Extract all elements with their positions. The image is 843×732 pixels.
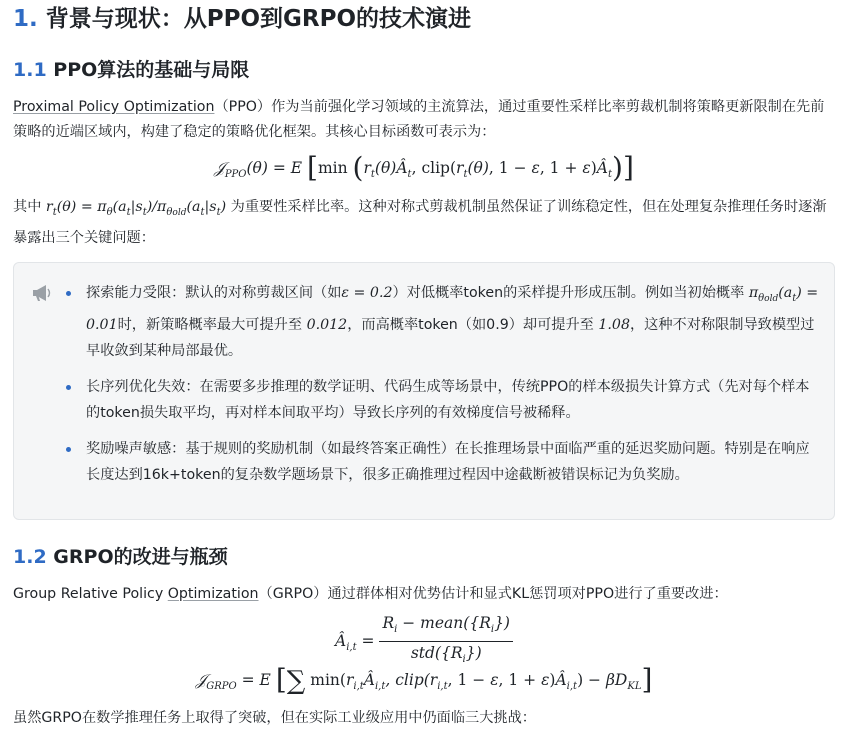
grpo-link[interactable]: Optimization: [167, 586, 259, 602]
ppo-ratio-text: 其中 $r_t(\theta) = \pi_\theta(a_t|s_t)/\pi_{\theta old}(a_t|s_t)$ 为重要性采样比率。这种对称式剪裁机制虽然保证了训练稳定性，但在处理复杂推理任务时逐渐暴露出三个关键问题：: [13, 199, 827, 246]
problems-callout: [13, 262, 835, 520]
bullet-dot: [66, 385, 71, 390]
grpo-heading: [13, 544, 228, 570]
megaphone-icon: [31, 283, 53, 303]
ratio-formula: $r_t(\theta) = \pi_\theta(a_t|s_t)/\pi_{\theta old}(a_t|s_t)$: [45, 199, 231, 218]
advantage-formula: $Â_{i,t}$ = $\frac{R_i - mean(\{R_i\})}{std(\{R_i\})}$: [13, 612, 835, 671]
bullet-dot: [66, 447, 71, 452]
ppo-link[interactable]: Proximal Policy Optimization: [13, 99, 215, 115]
list-item: 探索能力受限：默认的对称剪裁区间（如ε = 0.2）对低概率token的采样提升形成压制。例如当初始概率 $\pi_{\theta old}(a_t) = 0.01$时，新策略概率最大可提升至 0.012，而高概率token（如0.9）却可提升至 1.08，这种不对称限制导致模型过早收敛到某种局部最优。: [64, 280, 819, 364]
section-title: 背景与现状：从PPO到GRPO的技术演进: [45, 6, 472, 32]
ppo-objective-formula: 𝒥$_{PPO}$(θ) = E [min ($r_t(\theta)Â_t$, $clip(r_t(\theta)$, 1 − ε, $1 + \varepsilon)Â_t$)]: [214, 151, 634, 184]
bullet-dot: [66, 291, 71, 296]
grpo-intro: Group Relative Policy Optimization（GRPO）通过群体相对优势估计和显式KL惩罚项对PPO进行了重要改进：: [13, 586, 728, 602]
ppo-heading: [13, 57, 249, 83]
ppo-title: PPO算法的基础与局限: [53, 59, 250, 81]
problems-list: [64, 280, 819, 498]
grpo-number: 1.2: [13, 546, 47, 568]
grpo-title: GRPO的改进与瓶颈: [53, 546, 228, 568]
ppo-intro: Proximal Policy Optimization（PPO）作为当前强化学习领域的主流算法，通过重要性采样比率剪裁机制将策略更新限制在先前策略的近端区域内，构建了稳定的策略优化框架。其核心目标函数可表示为：: [13, 99, 825, 140]
list-item: 奖励噪声敏感：基于规则的奖励机制（如最终答案正确性）在长推理场景中面临严重的延迟奖励问题。特别是在响应长度达到16k+token的复杂数学题场景下，很多正确推理过程因中途截断被错误标记为负奖励。: [64, 436, 819, 488]
grpo-objective-formula: 𝒥$_{GRPO}$ = E [∑ $\min(r_{i,t}Â_{i,t}$, $clip(r_{i,t}$, 1 − ε, $1 + \varepsilon)Â_{i,t}) - \beta D_{KL}$]: [195, 663, 653, 696]
section-number: 1.: [13, 6, 38, 32]
ppo-number: 1.1: [13, 59, 47, 81]
grpo-closing: 虽然GRPO在数学推理任务上取得了突破，但在实际工业级应用中仍面临三大挑战：: [13, 710, 536, 726]
section-heading: [13, 4, 471, 34]
list-item: 长序列优化失效：在需要多步推理的数学证明、代码生成等场景中，传统PPO的样本级损失计算方式（先对每个样本的token损失取平均，再对样本间取平均）导致长序列的有效梯度信号被稀释。: [64, 374, 819, 426]
